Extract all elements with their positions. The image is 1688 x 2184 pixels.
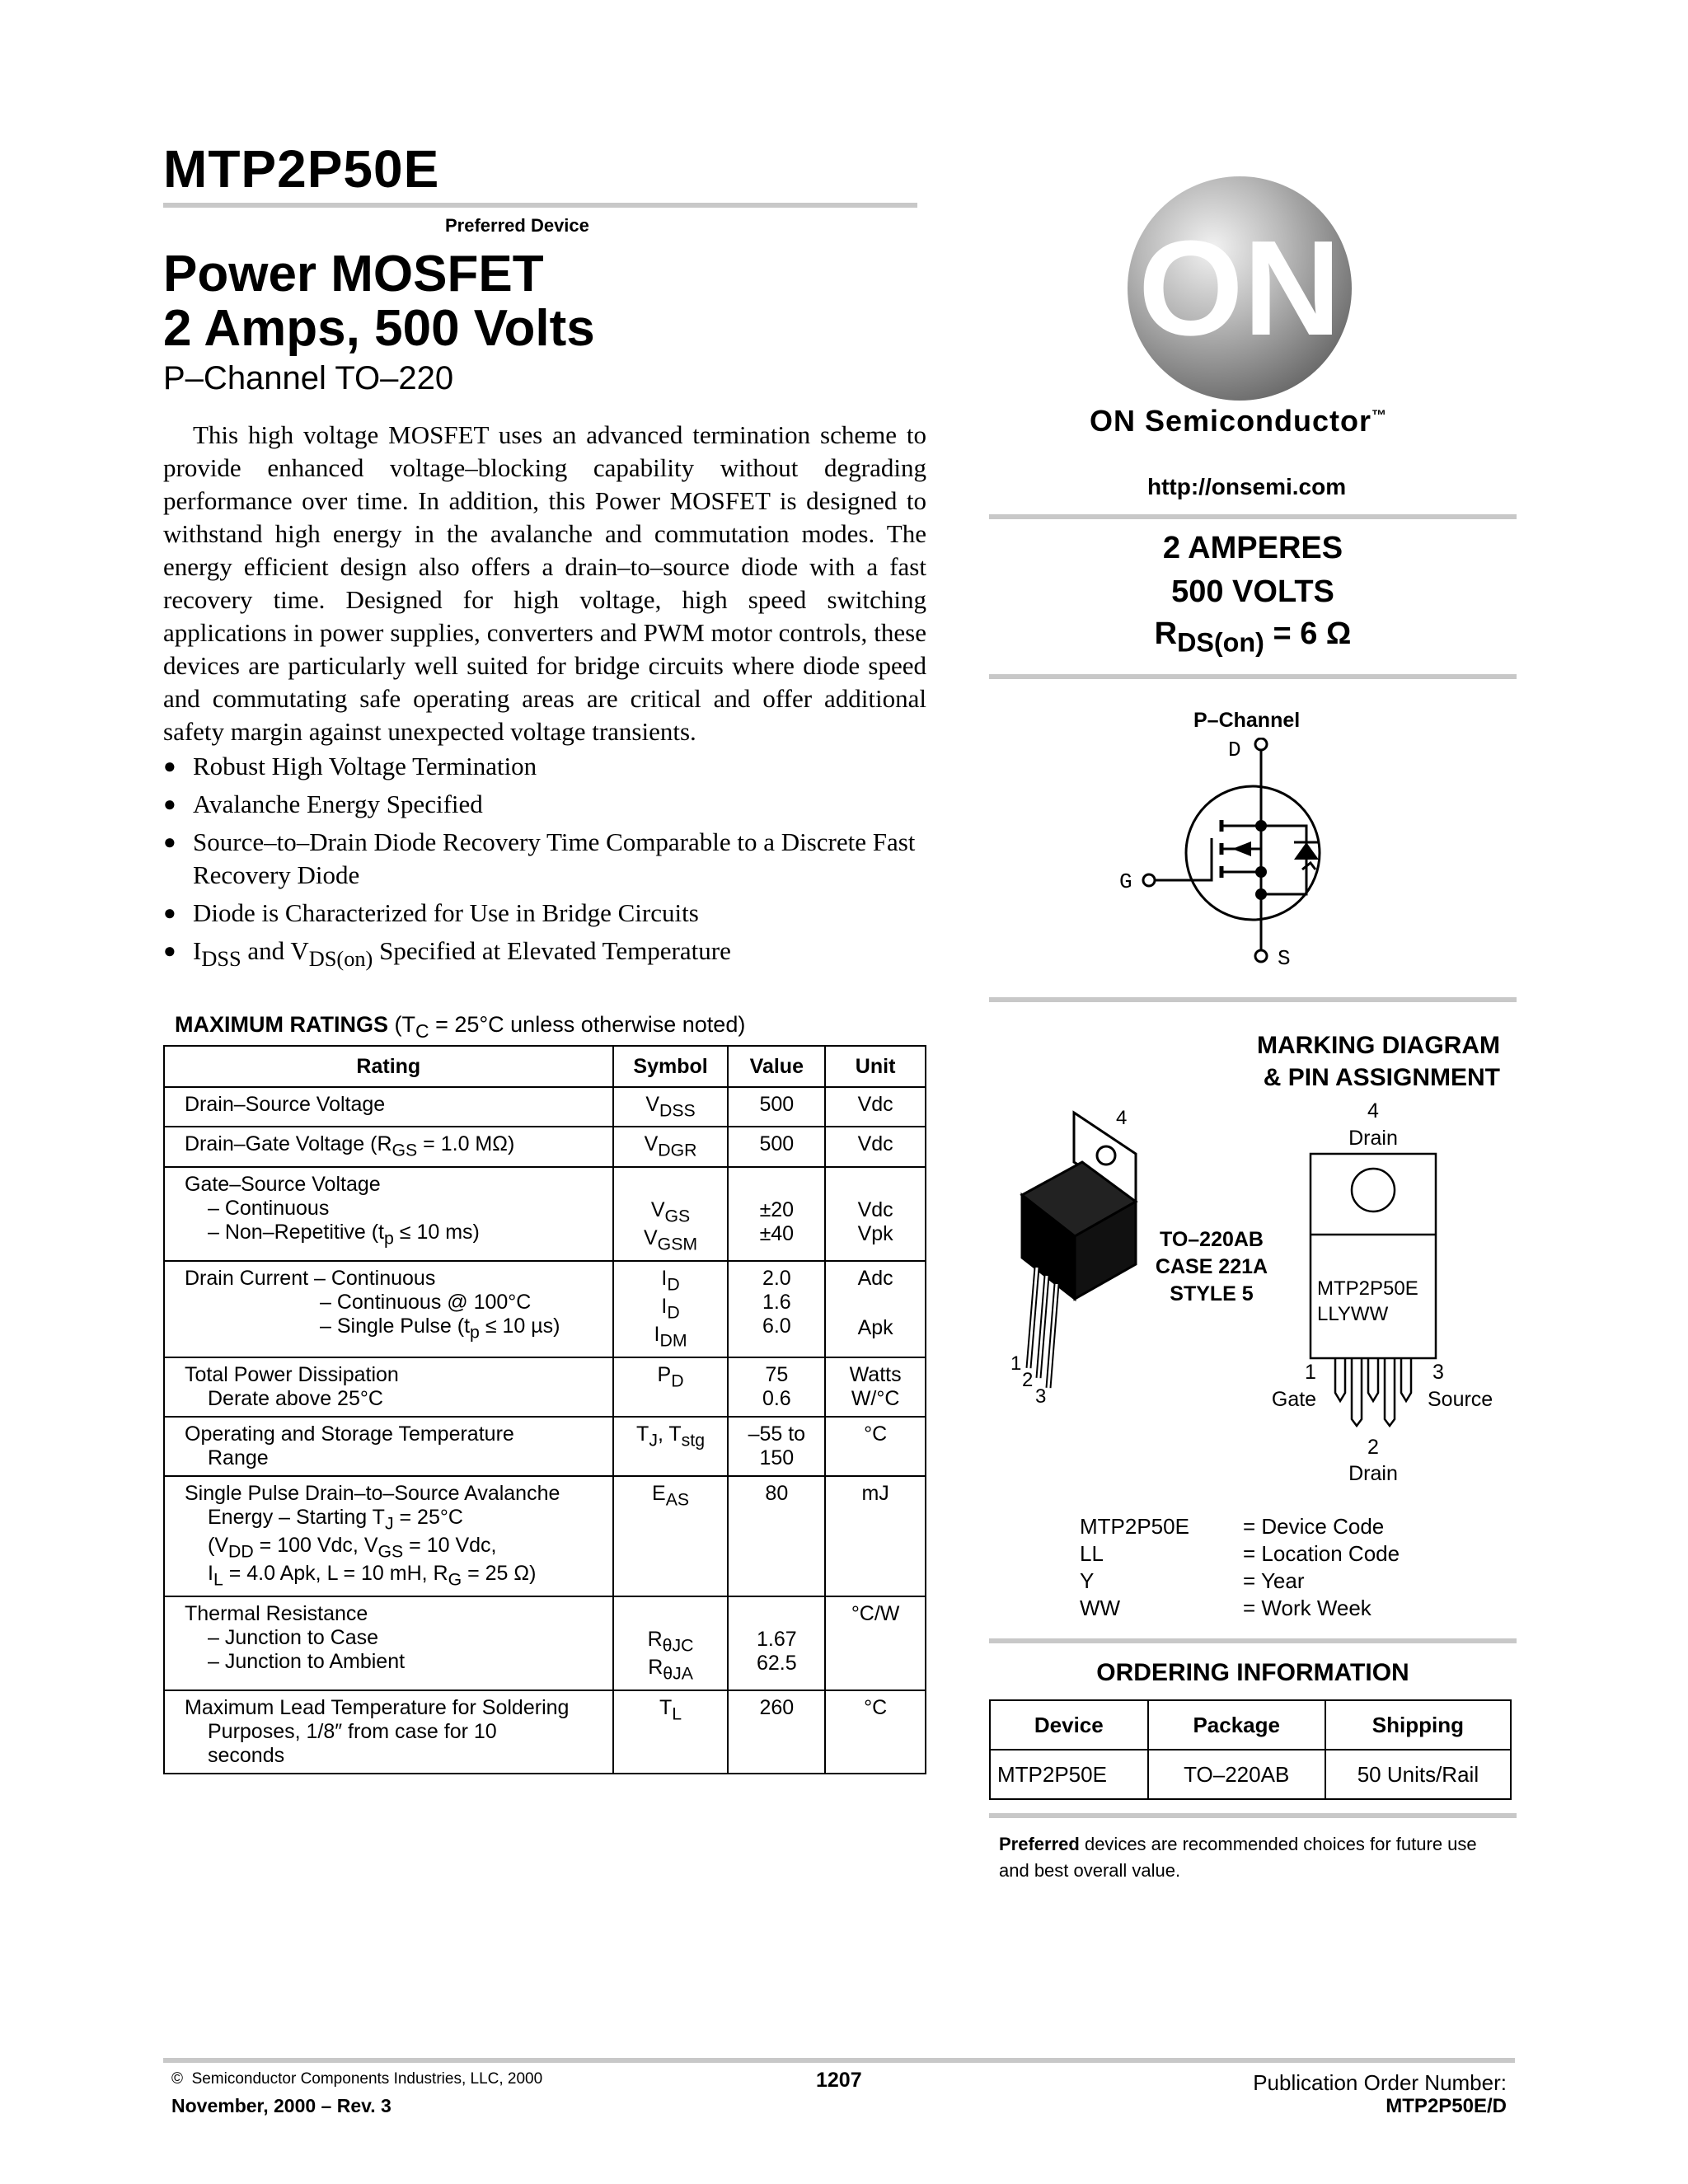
pin-2-number: 2 bbox=[1022, 1369, 1034, 1391]
brand-name-text: ON Semiconductor bbox=[1090, 404, 1372, 438]
marking-code-legend bbox=[1080, 1513, 1400, 1622]
symbol-sub: GS bbox=[664, 1206, 691, 1226]
rating-text bbox=[185, 1534, 606, 1562]
value-cell bbox=[728, 1596, 825, 1690]
rating-text: = 1.0 MΩ) bbox=[417, 1132, 515, 1156]
rating-text: = 10 Vdc, bbox=[403, 1534, 497, 1557]
unit-cell: Vdc bbox=[825, 1087, 926, 1127]
ratings-heading bbox=[175, 1012, 745, 1043]
divider bbox=[989, 514, 1517, 519]
feature-item: ● Avalanche Energy Specified bbox=[163, 788, 926, 821]
package-label bbox=[1146, 1226, 1278, 1308]
marking-diagram-title: & PIN ASSIGNMENT bbox=[1263, 1064, 1500, 1091]
table-row bbox=[164, 1476, 926, 1596]
symbol-sub: L bbox=[672, 1703, 682, 1723]
rating-text: Operating and Storage Temperature bbox=[185, 1422, 514, 1446]
package-label-line: TO–220AB bbox=[1160, 1228, 1264, 1251]
table-row bbox=[164, 1690, 926, 1774]
table-header-row bbox=[164, 1046, 926, 1087]
gate-pin-number: 1 bbox=[1305, 1361, 1316, 1384]
value-line: 75 bbox=[765, 1362, 789, 1386]
rating-text: – Junction to Ambient bbox=[208, 1649, 406, 1673]
list-item bbox=[1080, 1568, 1400, 1595]
symbol-sub: D bbox=[667, 1302, 680, 1323]
marking-diagram bbox=[1269, 1093, 1517, 1488]
list-item bbox=[1080, 1540, 1400, 1568]
title-rule bbox=[163, 203, 917, 208]
unit-line: W/°C bbox=[851, 1386, 900, 1410]
feature-item: ● Source–to–Drain Diode Recovery Time Comparable to a Discrete Fast Recovery Diode bbox=[163, 826, 926, 892]
publication-label: Publication Order Number: bbox=[1253, 2070, 1507, 2095]
spec-volts: 500 VOLTS bbox=[1171, 574, 1334, 609]
value-line: 1.6 bbox=[762, 1290, 791, 1314]
symbol-cell bbox=[613, 1417, 729, 1476]
symbol-sub: GSM bbox=[657, 1234, 698, 1254]
description-paragraph: This high voltage MOSFET uses an advanced termination scheme to provide enhanced voltage–blocking capability without degrading performance over time. In addition, this Power MOSFET is designed to withstand high energy in the avalanche and commutation modes. The energy efficient design also offers a drain–to–source diode with a fast recovery time. Designed for high voltage, high speed switching applications in power supplies, converters and PWM motor controls, these devices are particularly well suited for bridge circuits where diode speed and commutating safe operating areas are critical and offer additional safety margin against unexpected voltage transients. bbox=[163, 420, 926, 746]
gate-pin-label: Gate bbox=[1271, 1388, 1317, 1411]
feature-item: ● Diode is Characterized for Use in Bridge Circuits bbox=[163, 897, 926, 930]
gate-label: G bbox=[1119, 869, 1132, 894]
top-pin-label: Drain bbox=[1348, 1127, 1398, 1150]
rating-text: – Junction to Case bbox=[208, 1625, 379, 1649]
rating-text: = 25°C bbox=[393, 1505, 463, 1529]
symbol-sub: DGR bbox=[658, 1140, 697, 1160]
table-row bbox=[164, 1261, 926, 1357]
rating-text: Thermal Resistance bbox=[185, 1601, 368, 1625]
symbol-text: T bbox=[636, 1422, 649, 1446]
channel-label: P–Channel bbox=[1193, 709, 1301, 732]
symbol-text: I bbox=[661, 1266, 668, 1290]
logo-text: ON bbox=[1138, 213, 1341, 363]
feature-text: and V bbox=[241, 936, 309, 965]
mosfet-schematic bbox=[1104, 738, 1368, 977]
feature-text: I bbox=[193, 936, 202, 965]
symbol-line bbox=[621, 1323, 721, 1351]
rating-text: Drain Current – Continuous bbox=[185, 1266, 436, 1290]
symbol-sub: AS bbox=[665, 1489, 690, 1509]
page-number: 1207 bbox=[816, 2069, 862, 2092]
preferred-note-bold: Preferred bbox=[999, 1834, 1080, 1854]
page-title-line-2: 2 Amps, 500 Volts bbox=[163, 300, 595, 357]
pin-3-number: 3 bbox=[1035, 1385, 1047, 1408]
symbol-sub: DSS bbox=[659, 1100, 696, 1121]
source-pin-number: 3 bbox=[1432, 1361, 1444, 1384]
value-line: ±20 bbox=[759, 1197, 795, 1221]
column-header: Value bbox=[728, 1046, 825, 1087]
rating-cell bbox=[164, 1357, 613, 1417]
ratings-heading-sub: C bbox=[415, 1019, 429, 1042]
symbol-sub: θJA bbox=[663, 1663, 693, 1684]
table-row bbox=[164, 1127, 926, 1166]
rating-cell bbox=[164, 1690, 613, 1774]
gate-wire bbox=[1155, 838, 1212, 880]
tab-pin-number: 4 bbox=[1116, 1107, 1128, 1129]
unit-cell bbox=[825, 1167, 926, 1261]
to220-package-drawing bbox=[1004, 1104, 1169, 1418]
rating-text: = 25 Ω) bbox=[462, 1562, 537, 1586]
rating-text bbox=[185, 1315, 606, 1343]
unit-cell: °C bbox=[825, 1690, 926, 1774]
symbol-text: V bbox=[645, 1093, 660, 1116]
rating-text: Total Power Dissipation bbox=[185, 1362, 399, 1386]
rating-text: – Continuous bbox=[208, 1196, 330, 1220]
footer-rule bbox=[163, 2058, 1515, 2063]
symbol-sub: DM bbox=[659, 1330, 687, 1351]
rating-cell bbox=[164, 1476, 613, 1596]
code-value: = Device Code bbox=[1243, 1514, 1385, 1539]
spec-rds-sub: DS(on) bbox=[1177, 627, 1264, 658]
marking-hole bbox=[1352, 1169, 1395, 1212]
value-cell bbox=[728, 1261, 825, 1357]
symbol-text: P bbox=[657, 1362, 672, 1386]
rating-sub: p bbox=[384, 1228, 394, 1249]
rating-sub: GS bbox=[392, 1140, 418, 1160]
rating-text: Maximum Lead Temperature for Soldering bbox=[185, 1695, 570, 1719]
preferred-note-text: devices are recommended choices for future use and best overall value. bbox=[999, 1834, 1477, 1881]
symbol-cell bbox=[613, 1087, 729, 1127]
feature-sub: DSS bbox=[201, 946, 241, 971]
value-line: ±40 bbox=[759, 1221, 795, 1245]
symbol-text: V bbox=[643, 1226, 658, 1250]
value-cell bbox=[728, 1417, 825, 1476]
package-cell: TO–220AB bbox=[1148, 1750, 1325, 1799]
list-item bbox=[1080, 1595, 1400, 1622]
on-logo-icon bbox=[1124, 173, 1355, 404]
table-row bbox=[164, 1417, 926, 1476]
divider bbox=[989, 674, 1517, 679]
drain-label: D bbox=[1228, 738, 1241, 762]
symbol-cell bbox=[613, 1127, 729, 1166]
package-label-line: STYLE 5 bbox=[1170, 1282, 1254, 1305]
value-cell: 80 bbox=[728, 1476, 825, 1596]
rating-cell bbox=[164, 1167, 613, 1261]
feature-sub: DS(on) bbox=[308, 946, 373, 971]
feature-item: ● Robust High Voltage Termination bbox=[163, 750, 926, 783]
divider bbox=[989, 1813, 1517, 1818]
trademark-symbol: ™ bbox=[1372, 407, 1388, 424]
copyright-text: Semiconductor Components Industries, LLC, 2000 bbox=[191, 2070, 543, 2088]
pin-1-number: 1 bbox=[1010, 1352, 1022, 1375]
unit-cell: mJ bbox=[825, 1476, 926, 1596]
unit-line: Vdc bbox=[857, 1197, 893, 1221]
unit-cell: °C/W bbox=[825, 1596, 926, 1690]
spec-amperes: 2 AMPERES bbox=[1162, 531, 1343, 565]
top-pin-number: 4 bbox=[1367, 1099, 1379, 1122]
value-line: 0.6 bbox=[762, 1386, 791, 1410]
unit-line: Adc bbox=[857, 1266, 893, 1290]
value-line: –55 to bbox=[748, 1422, 806, 1446]
symbol-cell bbox=[613, 1261, 729, 1357]
symbol-cell bbox=[613, 1596, 729, 1690]
unit-cell: °C bbox=[825, 1417, 926, 1476]
rating-text: Purposes, 1/8″ from case for 10 bbox=[208, 1719, 497, 1743]
value-line: 62.5 bbox=[756, 1651, 797, 1675]
code-value: = Year bbox=[1243, 1568, 1305, 1593]
code-value: = Work Week bbox=[1243, 1596, 1372, 1620]
table-row bbox=[164, 1357, 926, 1417]
rating-text: I bbox=[208, 1562, 213, 1586]
table-row bbox=[164, 1596, 926, 1690]
device-cell: MTP2P50E bbox=[990, 1750, 1148, 1799]
symbol-line bbox=[621, 1267, 721, 1295]
value-cell: 260 bbox=[728, 1690, 825, 1774]
value-line: 150 bbox=[759, 1446, 795, 1469]
diode-tail bbox=[1302, 863, 1315, 869]
rating-cell bbox=[164, 1596, 613, 1690]
copyright-symbol: © bbox=[171, 2070, 183, 2088]
rating-text: seconds bbox=[208, 1743, 285, 1767]
symbol-sub: D bbox=[671, 1371, 684, 1390]
rating-text bbox=[185, 1221, 606, 1249]
rating-sub: G bbox=[448, 1569, 462, 1590]
list-item bbox=[1080, 1513, 1400, 1540]
preferred-device-label: Preferred Device bbox=[445, 215, 589, 236]
symbol-sub: stg bbox=[681, 1430, 706, 1450]
rating-text: – Single Pulse (t bbox=[320, 1314, 471, 1338]
symbol-text: R bbox=[647, 1627, 663, 1651]
symbol-sub: θJC bbox=[662, 1635, 694, 1656]
value-cell bbox=[728, 1357, 825, 1417]
brand-name bbox=[1090, 404, 1387, 438]
date-revision: November, 2000 – Rev. 3 bbox=[171, 2095, 392, 2116]
table-header-row bbox=[990, 1700, 1511, 1750]
source-label: S bbox=[1278, 946, 1291, 971]
marking-line-2: LLYWW bbox=[1317, 1303, 1389, 1325]
page-subtitle: P–Channel TO–220 bbox=[163, 360, 454, 396]
rating-text: Energy – Starting T bbox=[208, 1505, 385, 1529]
rating-text: = 100 Vdc, V bbox=[253, 1534, 378, 1557]
preferred-note bbox=[999, 1831, 1510, 1884]
mounting-hole bbox=[1097, 1146, 1115, 1165]
code-key: LL bbox=[1080, 1541, 1104, 1566]
unit-cell: Vdc bbox=[825, 1127, 926, 1166]
ratings-heading-text: (T bbox=[387, 1012, 415, 1037]
marking-leads bbox=[1335, 1358, 1411, 1426]
ordering-table bbox=[989, 1699, 1512, 1800]
symbol-text: I bbox=[654, 1323, 660, 1347]
on-logo bbox=[1124, 173, 1355, 404]
source-pin-label: Source bbox=[1428, 1388, 1493, 1411]
code-key: Y bbox=[1080, 1568, 1095, 1593]
table-row bbox=[990, 1750, 1511, 1799]
divider bbox=[989, 1638, 1517, 1643]
symbol-text: E bbox=[652, 1481, 666, 1505]
feature-list bbox=[163, 750, 926, 981]
rating-text: – Non–Repetitive (t bbox=[208, 1220, 385, 1244]
rating-text: Drain–Gate Voltage (R bbox=[185, 1132, 392, 1156]
column-header: Rating bbox=[164, 1046, 613, 1087]
spec-rds-value: = 6 Ω bbox=[1264, 616, 1352, 651]
column-header: Package bbox=[1148, 1700, 1325, 1750]
rating-cell bbox=[164, 1417, 613, 1476]
symbol-cell bbox=[613, 1476, 729, 1596]
gate-terminal bbox=[1143, 874, 1155, 886]
symbol-line bbox=[621, 1628, 721, 1656]
symbol-text: V bbox=[650, 1197, 665, 1221]
symbol-line bbox=[621, 1295, 721, 1323]
drain-terminal bbox=[1255, 738, 1267, 750]
rating-text: Derate above 25°C bbox=[208, 1386, 383, 1410]
unit-cell bbox=[825, 1261, 926, 1357]
rating-text: Single Pulse Drain–to–Source Avalanche bbox=[185, 1481, 560, 1505]
drain-pin-label: Drain bbox=[1348, 1462, 1398, 1485]
rating-text: – Continuous @ 100°C bbox=[320, 1290, 532, 1314]
symbol-sub: J bbox=[649, 1430, 658, 1450]
table-row bbox=[164, 1087, 926, 1127]
ratings-heading-text: = 25°C unless otherwise noted) bbox=[429, 1012, 746, 1037]
symbol-text: , T bbox=[657, 1422, 682, 1446]
diode-loop bbox=[1261, 826, 1306, 894]
copyright bbox=[171, 2070, 542, 2088]
rating-cell: Drain–Source Voltage bbox=[164, 1087, 613, 1127]
source-terminal bbox=[1255, 950, 1267, 962]
symbol-text: V bbox=[644, 1132, 659, 1156]
column-header: Shipping bbox=[1325, 1700, 1511, 1750]
shipping-cell: 50 Units/Rail bbox=[1325, 1750, 1511, 1799]
unit-line: Apk bbox=[857, 1315, 893, 1339]
rating-sub: p bbox=[470, 1321, 480, 1342]
unit-line: Vpk bbox=[857, 1221, 893, 1245]
table-row bbox=[164, 1167, 926, 1261]
page-title-line-1: Power MOSFET bbox=[163, 246, 544, 302]
rating-sub: DD bbox=[228, 1541, 254, 1562]
spec-rds-text: R bbox=[1154, 616, 1178, 651]
column-header: Unit bbox=[825, 1046, 926, 1087]
value-cell: 500 bbox=[728, 1087, 825, 1127]
diode-triangle bbox=[1294, 842, 1319, 860]
rating-text: (V bbox=[208, 1534, 228, 1557]
feature-text: Specified at Elevated Temperature bbox=[373, 936, 731, 965]
rating-sub: J bbox=[384, 1513, 394, 1533]
symbol-line bbox=[621, 1656, 721, 1684]
max-ratings-table bbox=[163, 1045, 926, 1774]
value-cell: 500 bbox=[728, 1127, 825, 1166]
value-line: 1.67 bbox=[756, 1627, 797, 1651]
ratings-heading-bold: MAXIMUM RATINGS bbox=[175, 1012, 388, 1037]
symbol-cell bbox=[613, 1690, 729, 1774]
value-line: 2.0 bbox=[762, 1266, 791, 1290]
website-url[interactable]: http://onsemi.com bbox=[1147, 474, 1347, 499]
rating-text: = 4.0 Apk, L = 10 mH, R bbox=[223, 1562, 448, 1586]
rating-sub: GS bbox=[377, 1541, 404, 1562]
channel-arrow bbox=[1232, 841, 1251, 856]
symbol-cell bbox=[613, 1167, 729, 1261]
rating-text: Gate–Source Voltage bbox=[185, 1172, 381, 1196]
publication-number: MTP2P50E/D bbox=[1386, 2095, 1507, 2117]
column-header: Device bbox=[990, 1700, 1148, 1750]
divider bbox=[989, 997, 1517, 1002]
column-header: Symbol bbox=[613, 1046, 729, 1087]
part-number: MTP2P50E bbox=[163, 139, 440, 199]
marking-diagram-title: MARKING DIAGRAM bbox=[1257, 1032, 1500, 1059]
symbol-line bbox=[621, 1226, 721, 1254]
rating-text bbox=[185, 1562, 606, 1590]
code-value: = Location Code bbox=[1243, 1541, 1400, 1566]
symbol-text: T bbox=[659, 1695, 673, 1719]
rating-sub: L bbox=[213, 1569, 223, 1590]
symbol-text: I bbox=[661, 1294, 668, 1318]
marking-line-1: MTP2P50E bbox=[1317, 1277, 1418, 1300]
rating-text: ≤ 10 µs) bbox=[479, 1314, 560, 1338]
value-cell bbox=[728, 1167, 825, 1261]
code-key: MTP2P50E bbox=[1080, 1514, 1189, 1539]
rating-cell bbox=[164, 1261, 613, 1357]
rating-text bbox=[185, 1506, 606, 1534]
drain-pin-number: 2 bbox=[1367, 1436, 1379, 1459]
symbol-sub: D bbox=[667, 1273, 680, 1294]
ordering-info-title: ORDERING INFORMATION bbox=[1096, 1659, 1409, 1686]
spec-rds-on bbox=[989, 616, 1517, 658]
unit-cell bbox=[825, 1357, 926, 1417]
symbol-line bbox=[621, 1198, 721, 1226]
rating-text: Range bbox=[208, 1446, 269, 1469]
code-key: WW bbox=[1080, 1596, 1121, 1620]
symbol-cell bbox=[613, 1357, 729, 1417]
rating-cell bbox=[164, 1127, 613, 1166]
unit-line: Watts bbox=[849, 1362, 902, 1386]
rating-text: ≤ 10 ms) bbox=[393, 1220, 480, 1244]
package-label-line: CASE 221A bbox=[1155, 1255, 1268, 1278]
value-line: 6.0 bbox=[762, 1314, 791, 1338]
feature-item bbox=[163, 935, 926, 976]
symbol-text: R bbox=[648, 1656, 663, 1680]
